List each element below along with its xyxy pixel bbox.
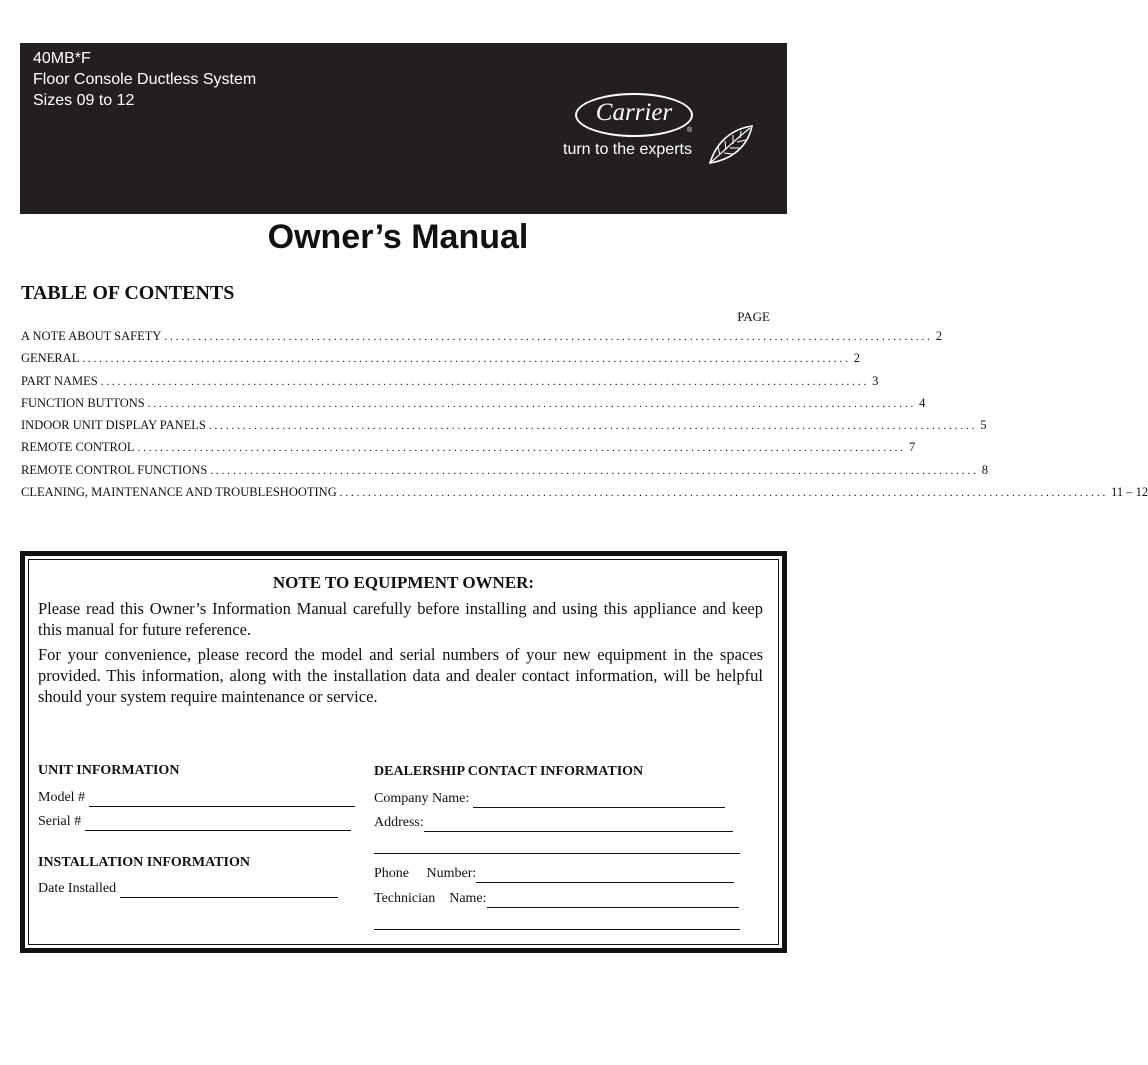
phone-number-blank-line[interactable] <box>476 868 734 883</box>
toc-leader-dots: ........................................................................................................................................ <box>100 375 870 388</box>
serial-number-field[interactable] <box>38 813 351 831</box>
toc-item-label: REMOTE CONTROL FUNCTIONS <box>21 462 208 477</box>
date-installed-label: Date Installed <box>38 881 117 896</box>
toc-item-page: 5 <box>980 418 987 433</box>
toc-item <box>21 329 943 351</box>
toc-item-label: FUNCTION BUTTONS <box>21 395 145 410</box>
model-blank-line[interactable] <box>89 792 355 807</box>
header-banner <box>20 43 787 214</box>
toc-leader-dots: ........................................................................................................................................ <box>339 487 1109 500</box>
technician-name-label: Technician Name: <box>374 891 487 906</box>
toc-item-label: CLEANING, MAINTENANCE AND TROUBLESHOOTING <box>21 485 337 500</box>
toc-item-label: A NOTE ABOUT SAFETY <box>21 329 162 343</box>
toc-leader-dots: ........................................................................................................................................ <box>137 442 906 455</box>
company-name-label: Company Name: <box>374 791 470 806</box>
product-sizes: Sizes 09 to 12 <box>33 92 135 109</box>
technician-second-blank-line[interactable] <box>374 929 740 930</box>
toc-item <box>21 373 879 396</box>
model-number: 40MB*F <box>33 50 91 67</box>
product-info <box>33 48 256 111</box>
logo-wordmark: Carrier <box>595 99 673 126</box>
toc-item <box>21 351 860 373</box>
date-installed-blank-line[interactable] <box>120 883 338 898</box>
toc-item-label: REMOTE CONTROL <box>21 440 135 455</box>
note-paragraph-2: For your convenience, please record the model and serial numbers of your new equipment in the spaces provided. This information, along with the installation data and dealer contact information, will be helpful should your system require maintenance or service. <box>38 645 763 706</box>
model-label: Model # <box>38 790 86 805</box>
owner-note-box <box>20 551 787 953</box>
toc-page-column-label: PAGE <box>737 309 770 324</box>
toc-item-page: 11 – 12 <box>1111 485 1148 500</box>
toc-item-page: 7 <box>908 440 916 455</box>
toc-item <box>21 485 1148 507</box>
toc-item-label: INDOOR UNIT DISPLAY PANELS <box>21 418 206 433</box>
address-label: Address: <box>374 815 424 830</box>
product-name: Floor Console Ductless System <box>33 71 257 88</box>
toc-heading: TABLE OF CONTENTS <box>21 282 235 304</box>
serial-label: Serial # <box>38 814 82 829</box>
technician-name-field[interactable] <box>374 890 739 908</box>
phone-number-label: Phone Number: <box>374 866 477 881</box>
phone-number-field[interactable] <box>374 865 734 883</box>
toc-leader-dots: ........................................................................................................................................ <box>210 464 979 477</box>
toc-item-page: 3 <box>872 373 879 388</box>
toc-item-label: PART NAMES <box>21 373 98 388</box>
tagline: turn to the experts <box>563 141 692 158</box>
carrier-logo <box>563 93 775 203</box>
company-name-blank-line[interactable] <box>473 793 725 808</box>
address-second-blank-line[interactable] <box>374 853 740 854</box>
toc-item-label: GENERAL <box>21 351 80 366</box>
toc-leader-dots: ........................................................................................................................................ <box>147 397 917 410</box>
note-paragraph-1: Please read this Owner’s Information Manual carefully before installing and using this appliance and keep this manual for future reference. <box>38 599 763 639</box>
toc-item-page: 8 <box>981 462 989 477</box>
toc-leader-dots: ........................................................................................................................................ <box>208 420 978 433</box>
toc-leader-dots: ........................................................................................................................................ <box>164 331 933 343</box>
address-blank-line[interactable] <box>424 817 733 832</box>
toc-item <box>21 395 926 418</box>
dealership-heading: DEALERSHIP CONTACT INFORMATION <box>374 764 644 779</box>
toc-item <box>21 418 987 440</box>
unit-info-heading: UNIT INFORMATION <box>38 763 180 778</box>
toc-item <box>21 440 916 462</box>
toc-item-page: 2 <box>935 329 943 343</box>
page-title: Owner’s Manual <box>267 218 529 256</box>
toc-item-page: 4 <box>919 395 926 410</box>
address-field[interactable] <box>374 814 733 832</box>
serial-blank-line[interactable] <box>85 816 351 831</box>
registered-mark-icon: ® <box>687 127 693 134</box>
company-name-field[interactable] <box>374 790 725 808</box>
toc-item-page: 2 <box>853 351 860 366</box>
model-number-field[interactable] <box>38 789 355 807</box>
technician-name-blank-line[interactable] <box>487 893 739 908</box>
installation-info-heading: INSTALLATION INFORMATION <box>38 855 250 870</box>
note-heading: NOTE TO EQUIPMENT OWNER: <box>272 573 535 592</box>
toc-list <box>21 329 1148 507</box>
toc-leader-dots: ........................................................................................................................................ <box>82 353 851 366</box>
toc-item <box>21 462 989 485</box>
leaf-icon <box>706 123 756 167</box>
date-installed-field[interactable] <box>38 880 338 898</box>
